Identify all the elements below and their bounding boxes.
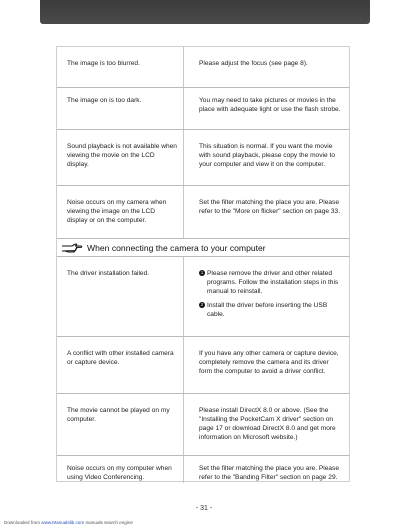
step-number: 1 [200,270,204,275]
footer-link[interactable]: www.Manualslib.com [41,520,85,525]
troubleshooting-table [56,46,350,482]
solution-cell: Set the filter matching the place you are. Please refer to the "Banding Filter" section on page 29. [199,465,340,481]
solution-cell: Set the filter matching the place you are. Please refer to the "More on flicker" section on page 33. [199,199,341,215]
problem-cell: The movie cannot be played on my computer. [67,407,170,423]
problem-cell: The image is too blurred. [67,60,140,67]
table-row [57,185,349,239]
section-header [57,238,349,256]
table-row [57,87,349,129]
solution-cell: Please adjust the focus (see page 8). [199,60,308,67]
solution-cell: If you have any other camera or capture device, completely remove the camera and its driver form the computer to avoid a driver conflict. [199,350,339,375]
solution-cell: This situation is normal. If you want the movie with sound playback, please copy the movie to your computer and view it on the computer. [199,143,335,168]
step-text: Install the driver before inserting the USB cable. [207,302,328,318]
footer-prefix: Downloaded from [4,520,42,525]
table-row [57,47,349,87]
pointing-hand-icon [61,242,83,254]
solution-cell: Please install DirectX 8.0 or above. (See the "Installing the PocketCam X driver" section on page 17 or download DirectX 8.0 and get more information on Microsoft website.) [199,407,336,441]
problem-cell: A conflict with other installed camera or capture device. [67,350,174,366]
step-text: Please remove the driver and other related programs. Follow the installation steps in this manual to reinstall. [207,270,339,295]
problem-cell: Noise occurs on my computer when using Video Conferencing. [67,465,172,481]
step-number: 2 [200,302,204,307]
table-row [57,256,349,336]
page-number: - 31 - [195,505,213,512]
download-footer [4,520,133,525]
step-item [199,301,343,319]
problem-cell: The image on is too dark. [67,97,142,104]
table-row [57,336,349,393]
problem-cell: Noise occurs on my camera when viewing the image on the LCD display or on the computer. [67,199,167,224]
section-title: When connecting the camera to your computer [87,242,266,253]
solution-cell [199,269,343,324]
problem-cell: Sound playback is not available when viewing the movie on the LCD display. [67,143,177,168]
table-row [57,129,349,185]
footer-suffix: manuals search engine [84,520,133,525]
solution-cell: You may need to take pictures or movies in the place with adequate light or use the flash strobe. [199,97,341,113]
table-row [57,455,349,483]
step-item [199,269,343,296]
problem-cell: The driver installation failed. [67,270,150,277]
table-row [57,393,349,455]
header-bar [40,0,370,24]
